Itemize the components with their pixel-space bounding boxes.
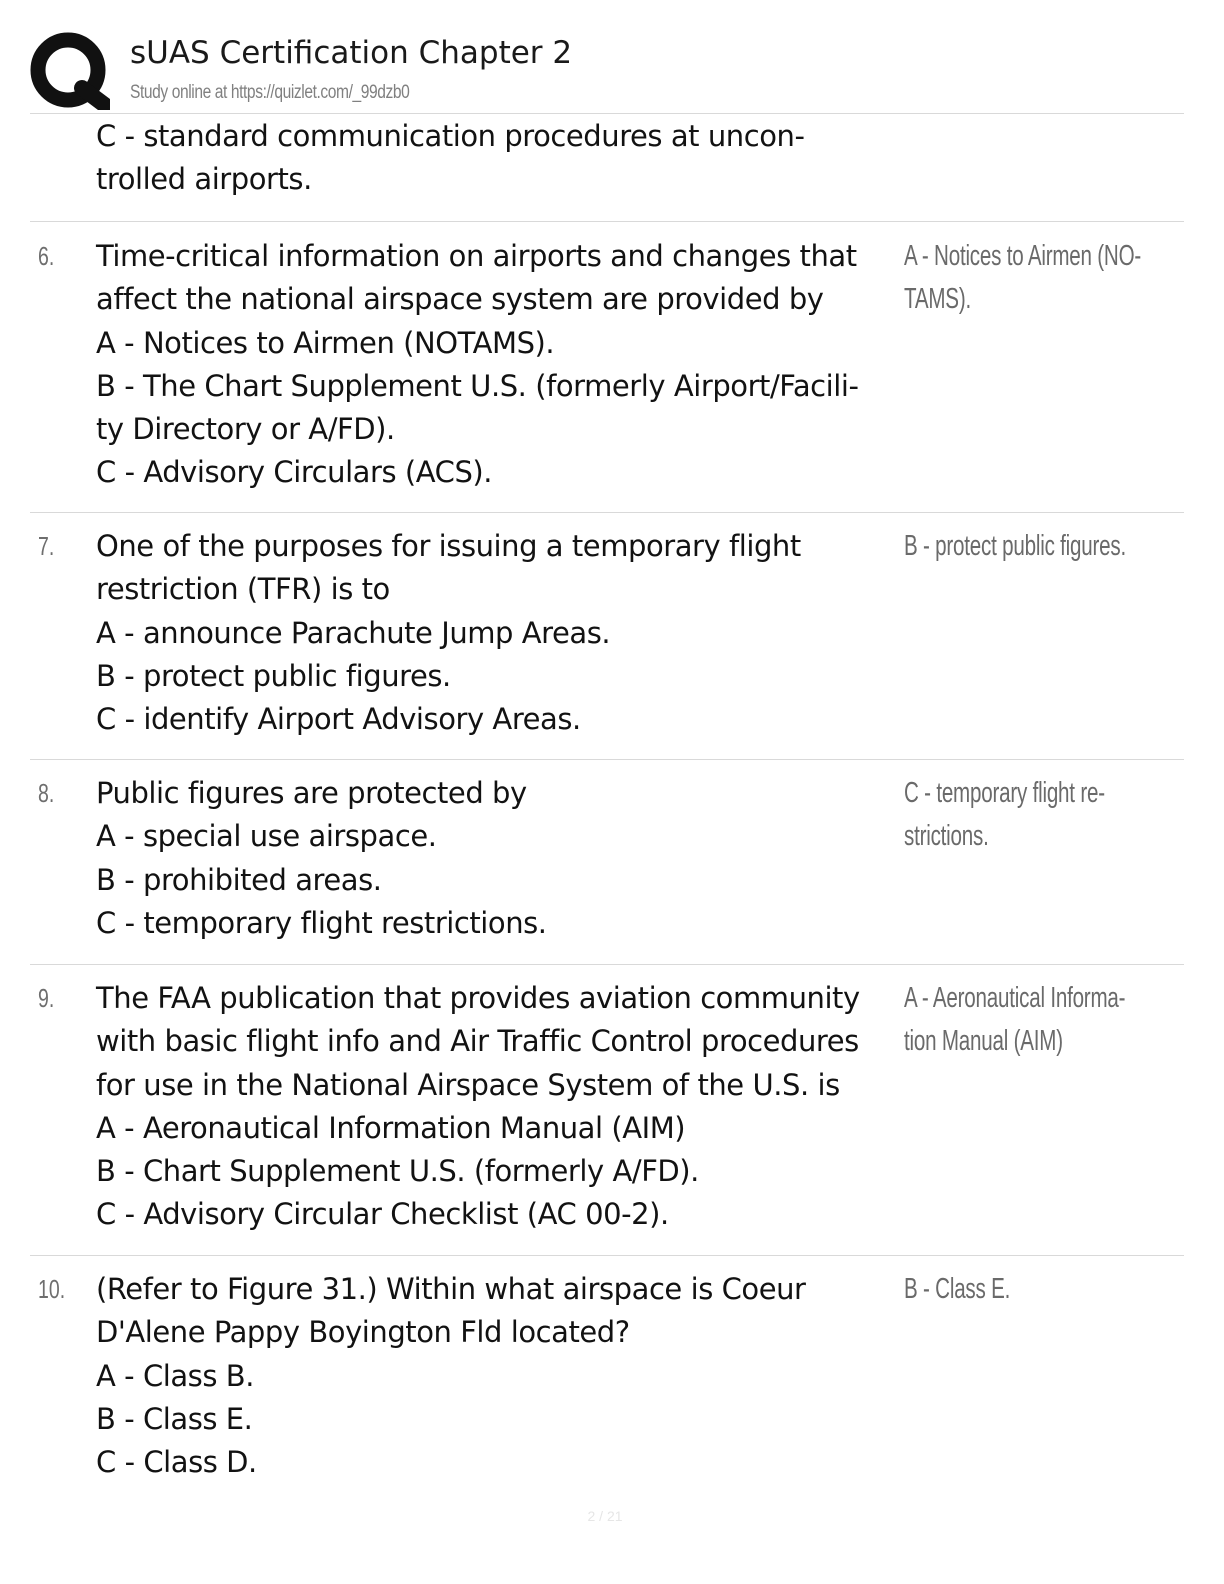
flashcard-row <box>0 760 1224 965</box>
question-text <box>96 525 902 741</box>
term-line: C - standard communication procedures at uncon- <box>96 119 805 153</box>
answer-line: TAMS). <box>904 283 971 316</box>
term-line: One of the purposes for issuing a temporary flight <box>96 529 801 563</box>
term-line: C - identify Airport Advisory Areas. <box>96 702 581 737</box>
term-line: affect the national airspace system are provided by <box>96 282 824 317</box>
term-line: (Refer to Figure 31.) Within what airspace is Coeur <box>96 1272 806 1306</box>
question-text <box>96 772 902 945</box>
term-line: B - Chart Supplement U.S. (formerly A/FD). <box>96 1154 699 1189</box>
term-line: C - Class D. <box>96 1445 257 1480</box>
term-line: D'Alene Pappy Boyington Fld located? <box>96 1315 630 1350</box>
term-line: C - temporary flight restrictions. <box>96 905 547 940</box>
continued-card <box>0 114 1224 222</box>
flashcard-row <box>0 222 1224 513</box>
term-line: A - Class B. <box>96 1358 254 1393</box>
term-line: A - special use airspace. <box>96 819 437 854</box>
term-line: for use in the National Airspace System of the U.S. is <box>96 1067 840 1102</box>
document-title: sUAS Certification Chapter 2 <box>130 35 573 71</box>
question-text <box>96 977 902 1237</box>
flashcard-row <box>0 513 1224 760</box>
term-line: C - Advisory Circulars (ACS). <box>96 455 493 490</box>
quizlet-q-logo-icon <box>30 30 110 110</box>
page-number: 2 / 21 <box>587 1508 623 1524</box>
answer-line: B - protect public figures. <box>904 530 1126 562</box>
question-text <box>96 235 902 495</box>
answer-text <box>904 525 1204 568</box>
term-line: A - Aeronautical Information Manual (AIM) <box>96 1110 686 1145</box>
term-line: The FAA publication that provides aviation community <box>96 981 860 1015</box>
question-text <box>96 1268 902 1484</box>
answer-line: A - Notices to Airmen (NO- <box>904 240 1142 272</box>
term-line: Time-critical information on airports and changes that <box>96 239 857 273</box>
term-line: restriction (TFR) is to <box>96 572 390 607</box>
card-number: 7. <box>38 531 55 561</box>
answer-line: A - Aeronautical Informa- <box>904 982 1126 1014</box>
card-number: 6. <box>38 241 55 271</box>
term-line: A - Notices to Airmen (NOTAMS). <box>96 325 555 360</box>
term-line: with basic flight info and Air Traffic Control procedures <box>96 1024 859 1059</box>
answer-line: C - temporary flight re- <box>904 777 1105 809</box>
answer-text <box>904 977 1204 1064</box>
page-header <box>0 0 1224 114</box>
flashcard-row <box>0 965 1224 1256</box>
term-line: C - Advisory Circular Checklist (AC 00-2). <box>96 1197 669 1232</box>
term-line: A - announce Parachute Jump Areas. <box>96 615 611 650</box>
flashcard-row <box>0 1256 1224 1496</box>
study-online-link[interactable]: Study online at https://quizlet.com/_99dzb0 <box>130 82 410 103</box>
answer-line: B - Class E. <box>904 1273 1011 1305</box>
term-line: ty Directory or A/FD). <box>96 412 395 447</box>
term-line: Public figures are protected by <box>96 776 527 810</box>
answer-line: tion Manual (AIM) <box>904 1025 1063 1058</box>
continued-term <box>96 115 902 202</box>
card-number: 10. <box>38 1274 66 1304</box>
answer-text <box>904 1268 1204 1311</box>
term-line: B - protect public figures. <box>96 658 451 693</box>
term-line: B - Class E. <box>96 1401 253 1436</box>
answer-line: strictions. <box>904 820 989 853</box>
answer-text <box>904 772 1204 859</box>
card-number: 9. <box>38 983 55 1013</box>
card-number: 8. <box>38 778 55 808</box>
term-line: B - prohibited areas. <box>96 862 382 897</box>
term-line: trolled airports. <box>96 162 312 197</box>
answer-text <box>904 235 1204 322</box>
term-line: B - The Chart Supplement U.S. (formerly Airport/Facili- <box>96 368 859 403</box>
